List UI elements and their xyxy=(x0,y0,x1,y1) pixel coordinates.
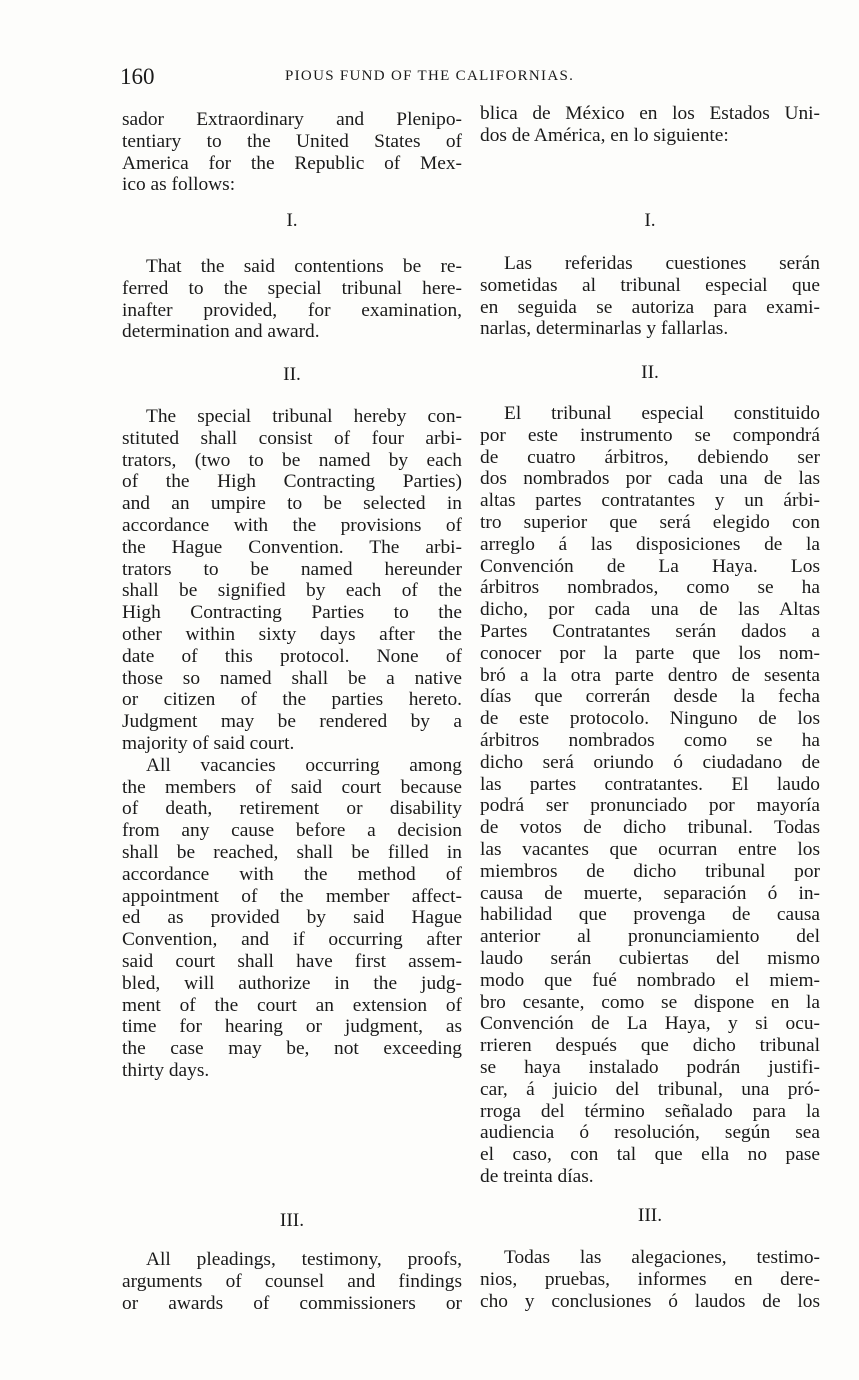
text-line: en seguida se autoriza para exami- xyxy=(480,296,820,318)
text-line: ico as follows: xyxy=(122,174,236,196)
text-line: said court shall have first assem- xyxy=(122,950,462,972)
text-line: de este protocolo. Ninguno de los xyxy=(480,708,820,730)
text-line: árbitros nombrados, como se ha xyxy=(480,577,820,599)
right-heading-iii: III. xyxy=(637,1205,663,1226)
text-line: bro cesante, como se dispone en la xyxy=(480,991,820,1013)
text-line: arreglo á las disposiciones de la xyxy=(480,533,820,555)
text-line: altas partes contratantes y un árbi- xyxy=(480,490,820,512)
text-line: árbitros nombrados como se ha xyxy=(480,729,820,751)
text-line: other within sixty days after the xyxy=(122,623,462,645)
left-article-iii xyxy=(122,1249,462,1314)
text-line: de treinta días. xyxy=(480,1165,594,1187)
text-line: date of this protocol. None of xyxy=(122,645,462,667)
text-line: ferred to the special tribunal here- xyxy=(122,277,462,299)
text-line: ed as provided by said Hague xyxy=(122,907,462,929)
text-line: stituted shall consist of four arbi- xyxy=(122,427,462,449)
text-line: from any cause before a decision xyxy=(122,820,462,842)
text-line: the case may be, not exceeding xyxy=(122,1038,462,1060)
text-line: bró a la otra parte dentro de sesenta xyxy=(480,664,820,686)
text-line: of the High Contracting Parties) xyxy=(122,471,462,493)
text-line: conocer por la parte que los nom- xyxy=(480,642,820,664)
text-line: días que correrán desde la fecha xyxy=(480,686,820,708)
text-line: Las referidas cuestiones serán xyxy=(504,253,820,274)
right-article-ii xyxy=(480,403,820,1188)
text-line: or citizen of the parties hereto. xyxy=(122,689,462,711)
right-heading-i: I. xyxy=(644,210,656,231)
text-line: el caso, con tal que ella no pase xyxy=(480,1144,820,1166)
right-heading-ii: II. xyxy=(641,362,659,383)
left-article-i xyxy=(122,256,462,343)
text-line: las vacantes que ocurran entre los xyxy=(480,838,820,860)
text-line: sometidas al tribunal especial que xyxy=(480,274,820,296)
text-line: accordance with the method of xyxy=(122,863,462,885)
text-line: blica de México en los Estados Uni- xyxy=(480,103,820,124)
text-line: modo que fué nombrado el miem- xyxy=(480,969,820,991)
text-line: Partes Contratantes serán dados a xyxy=(480,620,820,642)
text-line: of death, retirement or disability xyxy=(122,798,462,820)
text-line: tro superior que será elegido con xyxy=(480,511,820,533)
text-line: habilidad que provenga de causa xyxy=(480,904,820,926)
text-line: accordance with the provisions of xyxy=(122,514,462,536)
text-line: las partes contratantes. El laudo xyxy=(480,773,820,795)
text-line: time for hearing or judgment, as xyxy=(122,1016,462,1038)
text-line: trators to be named hereunder xyxy=(122,558,462,580)
text-line: arguments of counsel and findings xyxy=(122,1270,462,1292)
text-line: Convención de La Haya. Los xyxy=(480,555,820,577)
text-line: bled, will authorize in the judg- xyxy=(122,972,462,994)
text-line: miembros de dicho tribunal por xyxy=(480,860,820,882)
right-article-iii xyxy=(480,1247,820,1312)
text-line: thirty days. xyxy=(122,1059,210,1081)
text-line: ment of the court an extension of xyxy=(122,994,462,1016)
text-line: nios, pruebas, informes en dere- xyxy=(480,1268,820,1290)
text-line: car, á juicio del tribunal, una pró- xyxy=(480,1078,820,1100)
text-line: Todas las alegaciones, testimo- xyxy=(504,1247,820,1268)
text-line: de cuatro árbitros, debiendo ser xyxy=(480,446,820,468)
left-article-ii xyxy=(122,406,462,1082)
text-line: Convention, and if occurring after xyxy=(122,929,462,951)
text-line: laudo serán cubiertas del mismo xyxy=(480,947,820,969)
text-line: and an umpire to be selected in xyxy=(122,493,462,515)
text-line: Judgment may be rendered by a xyxy=(122,711,462,733)
text-line: those so named shall be a native xyxy=(122,667,462,689)
text-line: appointment of the member affect- xyxy=(122,885,462,907)
text-line: se haya instalado podrán justifi- xyxy=(480,1056,820,1078)
text-line: Convención de La Haya, y si ocu- xyxy=(480,1013,820,1035)
text-line: the Hague Convention. The arbi- xyxy=(122,536,462,558)
text-line: dicho será oriundo ó ciudadano de xyxy=(480,751,820,773)
text-line: That the said contentions be re- xyxy=(146,256,462,277)
text-line: the members of said court because xyxy=(122,776,462,798)
text-line: All pleadings, testimony, proofs, xyxy=(146,1249,462,1270)
left-intro xyxy=(122,109,462,196)
text-line: El tribunal especial constituido xyxy=(504,403,820,424)
text-line: rroga del término señalado para la xyxy=(480,1100,820,1122)
text-line: anterior al pronunciamiento del xyxy=(480,926,820,948)
text-line: High Contracting Parties to the xyxy=(122,602,462,624)
text-line: cho y conclusiones ó laudos de los xyxy=(480,1290,820,1312)
text-line: shall be reached, shall be filled in xyxy=(122,841,462,863)
running-title: PIOUS FUND OF THE CALIFORNIAS. xyxy=(285,68,575,84)
text-line: dos nombrados por cada una de las xyxy=(480,468,820,490)
left-heading-i: I. xyxy=(286,210,298,231)
text-line: de votos de dicho tribunal. Todas xyxy=(480,817,820,839)
text-line: shall be signified by each of the xyxy=(122,580,462,602)
text-line: sador Extraordinary and Plenipo- xyxy=(122,109,462,130)
page-header xyxy=(120,64,820,94)
text-line: America for the Republic of Mex- xyxy=(122,152,462,174)
text-line: majority of said court. xyxy=(122,732,295,754)
text-line: trators, (two to be named by each xyxy=(122,449,462,471)
text-line: audiencia ó resolución, según sea xyxy=(480,1122,820,1144)
text-line: causa de muerte, separación ó in- xyxy=(480,882,820,904)
text-line: The special tribunal hereby con- xyxy=(146,406,462,427)
text-line: rrieren después que dicho tribunal xyxy=(480,1035,820,1057)
text-line: dicho, por cada una de las Altas xyxy=(480,599,820,621)
right-article-i xyxy=(480,253,820,340)
text-line: or awards of commissioners or xyxy=(122,1292,462,1314)
page-number: 160 xyxy=(120,64,155,89)
text-line: tentiary to the United States of xyxy=(122,130,462,152)
text-line: dos de América, en lo siguiente: xyxy=(480,124,729,146)
text-line: podrá ser pronunciado por mayoría xyxy=(480,795,820,817)
text-line: narlas, determinarlas y fallarlas. xyxy=(480,318,729,340)
right-intro xyxy=(480,103,820,147)
text-line: por este instrumento se compondrá xyxy=(480,424,820,446)
text-line: determination and award. xyxy=(122,321,320,343)
left-heading-iii: III. xyxy=(279,1210,305,1231)
text-line: inafter provided, for examination, xyxy=(122,299,462,321)
text-line: All vacancies occurring among xyxy=(146,754,462,776)
left-heading-ii: II. xyxy=(283,364,301,385)
